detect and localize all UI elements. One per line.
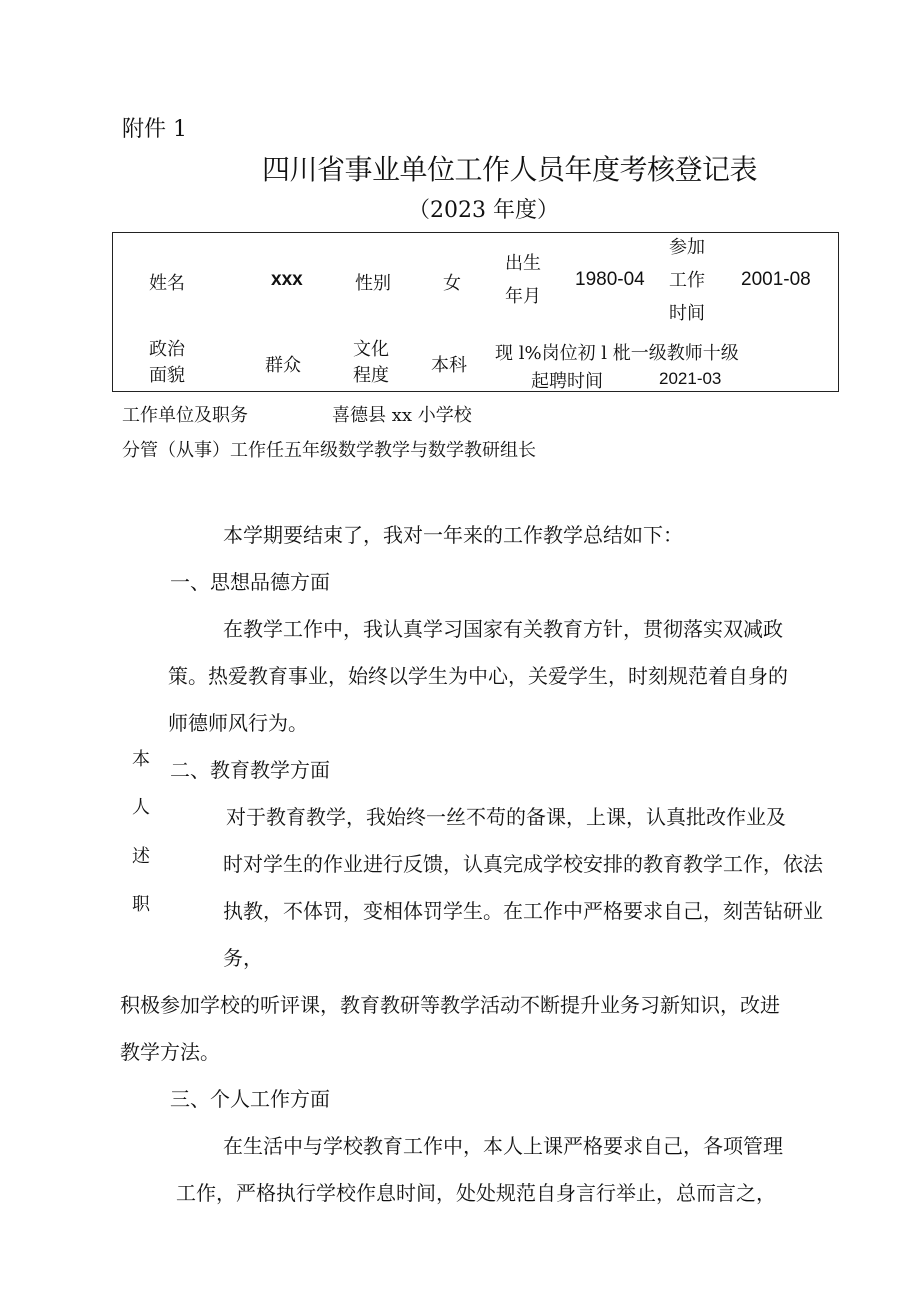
attachment-label: 附件 1 [122, 117, 187, 142]
political-value: 群众 [265, 355, 301, 376]
gender-value: 女 [443, 273, 461, 294]
side-label-2: 人 [132, 797, 150, 818]
unit-label: 工作单位及职务 [122, 405, 248, 426]
para-3-line-2: 工作，严格执行学校作息时间，处处规范自身言行举止，总而言之， [176, 1181, 776, 1205]
work-label-line3: 时间 [669, 303, 705, 324]
political-label-line2: 面貌 [149, 365, 185, 386]
work-label-line2: 工作 [669, 270, 705, 291]
birth-label-line2: 年月 [505, 286, 541, 307]
hire-value: 2021-03 [659, 369, 722, 388]
para-2-line-2: 时对学生的作业进行反馈，认真完成学校安排的教育教学工作，依法 [223, 852, 823, 876]
education-label [353, 337, 389, 389]
unit-value: 喜德县 xx 小学校 [332, 405, 472, 426]
side-label-1: 本 [132, 749, 150, 770]
post-level: 现 l%岗位初 l 枇一级教师十级 [495, 343, 739, 364]
gender-label: 性别 [355, 273, 391, 294]
page-title: 四川省事业单位工作人员年度考核登记表 [262, 153, 758, 186]
report-year: （2023 年度） [408, 198, 559, 223]
duty-line: 分管（从事）工作任五年级数学教学与数学教研组长 [122, 440, 536, 461]
para-1-line-3: 师德师风行为。 [168, 711, 308, 735]
education-label-line1: 文化 [353, 339, 389, 360]
political-label-line1: 政治 [149, 339, 185, 360]
work-start-label [669, 231, 705, 330]
side-label-3: 述 [132, 846, 150, 867]
birth-value: 1980-04 [575, 269, 645, 290]
info-table [112, 232, 839, 392]
name-label: 姓名 [149, 273, 185, 294]
heading-3: 三、个人工作方面 [170, 1087, 330, 1111]
work-label-line1: 参加 [669, 237, 705, 258]
para-2-line-1: 对于教育教学，我始终一丝不苟的备课，上课，认真批改作业及 [226, 805, 786, 829]
para-3-line-1: 在生活中与学校教育工作中，本人上课严格要求自己，各项管理 [223, 1134, 783, 1158]
name-value: xxx [271, 269, 303, 290]
heading-1: 一、思想品德方面 [170, 570, 330, 594]
work-start-value: 2001-08 [741, 269, 811, 290]
education-label-line2: 程度 [353, 365, 389, 386]
para-1-line-1: 在教学工作中，我认真学习国家有关教育方针，贯彻落实双减政 [223, 617, 783, 641]
hire-label: 起聘时间 [531, 371, 603, 392]
education-value: 本科 [431, 355, 467, 376]
para-2-line-5: 教学方法。 [120, 1040, 220, 1064]
birth-label-line1: 出生 [505, 253, 541, 274]
side-label-4: 职 [132, 894, 150, 915]
intro: 本学期要结束了，我对一年来的工作教学总结如下： [223, 523, 683, 547]
para-2-line-3: 执教，不体罚，变相体罚学生。在工作中严格要求自己，刻苦钻研业务， [223, 899, 823, 970]
summary-body [120, 512, 838, 1217]
political-label [149, 337, 185, 389]
para-1-line-2: 策。热爱教育事业，始终以学生为中心，关爱学生，时刻规范着自身的 [168, 664, 788, 688]
para-2-line-4: 积极参加学校的听评课，教育教研等教学活动不断提升业务习新知识，改进 [120, 993, 780, 1017]
birth-label [505, 247, 541, 313]
heading-2: 二、教育教学方面 [170, 758, 330, 782]
